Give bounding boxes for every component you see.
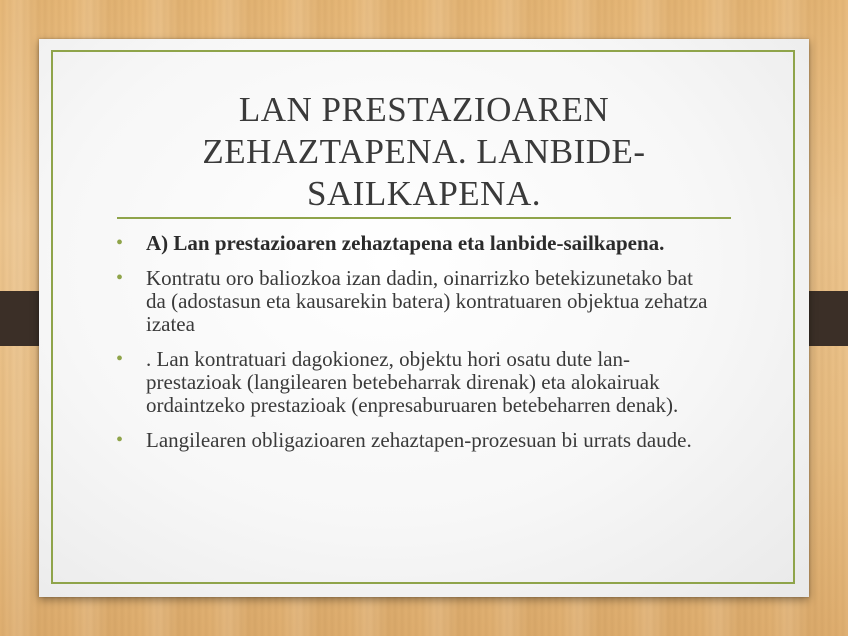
bullet-item bbox=[116, 429, 716, 452]
bullet-item bbox=[116, 232, 716, 255]
bullet-dot-icon: • bbox=[116, 429, 124, 451]
bullet-dot-icon: • bbox=[116, 267, 124, 289]
bullet-list bbox=[116, 232, 716, 464]
bullet-dot-icon: • bbox=[116, 348, 124, 370]
title-divider bbox=[117, 217, 731, 219]
bullet-text: Langilearen obligazioaren zehaztapen-prozesuan bi urrats daude. bbox=[146, 428, 692, 452]
slide-paper bbox=[39, 39, 809, 597]
bullet-item bbox=[116, 348, 716, 417]
bullet-text: . Lan kontratuari dagokionez, objektu hori osatu dute lan-prestazioak (langilearen betebeharrak direnak) eta alokairuak ordaintzeko prestazioak (enpresaburuaren betebeharren denak). bbox=[146, 347, 679, 417]
bullet-item bbox=[116, 267, 716, 336]
slide-title: LAN PRESTAZIOAREN ZEHAZTAPENA. LANBIDE-SAILKAPENA. bbox=[202, 90, 646, 213]
bullet-dot-icon: • bbox=[116, 232, 124, 254]
bullet-text: A) Lan prestazioaren zehaztapena eta lanbide-sailkapena. bbox=[146, 231, 665, 255]
bullet-text: Kontratu oro baliozkoa izan dadin, oinarrizko betekizunetako bat da (adostasun eta kausarekin batera) kontratuaren objektua zehatza izatea bbox=[146, 266, 708, 336]
